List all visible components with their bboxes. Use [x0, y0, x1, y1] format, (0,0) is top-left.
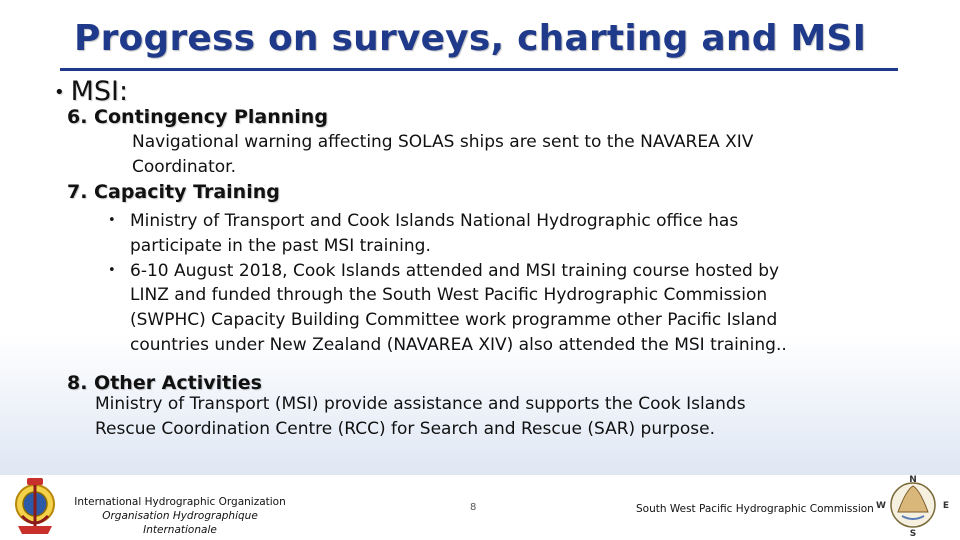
- swphc-compass-emblem-icon: [876, 472, 950, 538]
- compass-south: S: [909, 529, 917, 538]
- compass-east: E: [942, 501, 950, 511]
- list-item: • 6-10 August 2018, Cook Islands attended and MSI training course hosted by LINZ and funded through the South West Pacific Hydrographic Commission (SWPHC) Capacity Building Committee work programme other Pacific Island countries under New Zealand (NAVAREA XIV) also attended the MSI training..: [108, 260, 787, 355]
- compass-west: W: [876, 501, 886, 511]
- list-item: • Ministry of Transport and Cook Islands National Hydrographic office has participate in the past MSI training.: [108, 211, 739, 256]
- slide-title: Progress on surveys, charting and MSI: [74, 18, 867, 59]
- page-number: 8: [470, 502, 477, 513]
- org-name-french: Organisation Hydrographique Internationale: [102, 510, 258, 536]
- capacity-training-list: [108, 209, 808, 358]
- iho-emblem-icon: [12, 476, 58, 538]
- heading-other-activities: 8. Other Activities: [67, 372, 262, 394]
- heading-contingency-planning: 6. Contingency Planning: [67, 106, 328, 128]
- org-name-english: International Hydrographic Organization: [74, 496, 286, 508]
- bullet-icon: •: [108, 213, 116, 228]
- heading-capacity-training: 7. Capacity Training: [67, 181, 280, 203]
- contingency-planning-text: Navigational warning affecting SOLAS ships are sent to the NAVAREA XIV Coordinator.: [132, 132, 754, 177]
- section-msi: [54, 76, 128, 107]
- footer-organization: [70, 495, 290, 537]
- footer-commission: South West Pacific Hydrographic Commission: [636, 503, 874, 515]
- bullet-icon: •: [108, 262, 116, 278]
- title-underline: [60, 68, 898, 71]
- bullet-icon: •: [54, 82, 65, 103]
- compass-north: N: [909, 475, 917, 485]
- other-activities-text: Ministry of Transport (MSI) provide assistance and supports the Cook Islands Rescue Coordination Centre (RCC) for Search and Rescue (SAR) purpose.: [95, 394, 746, 439]
- section-label: MSI:: [70, 76, 129, 107]
